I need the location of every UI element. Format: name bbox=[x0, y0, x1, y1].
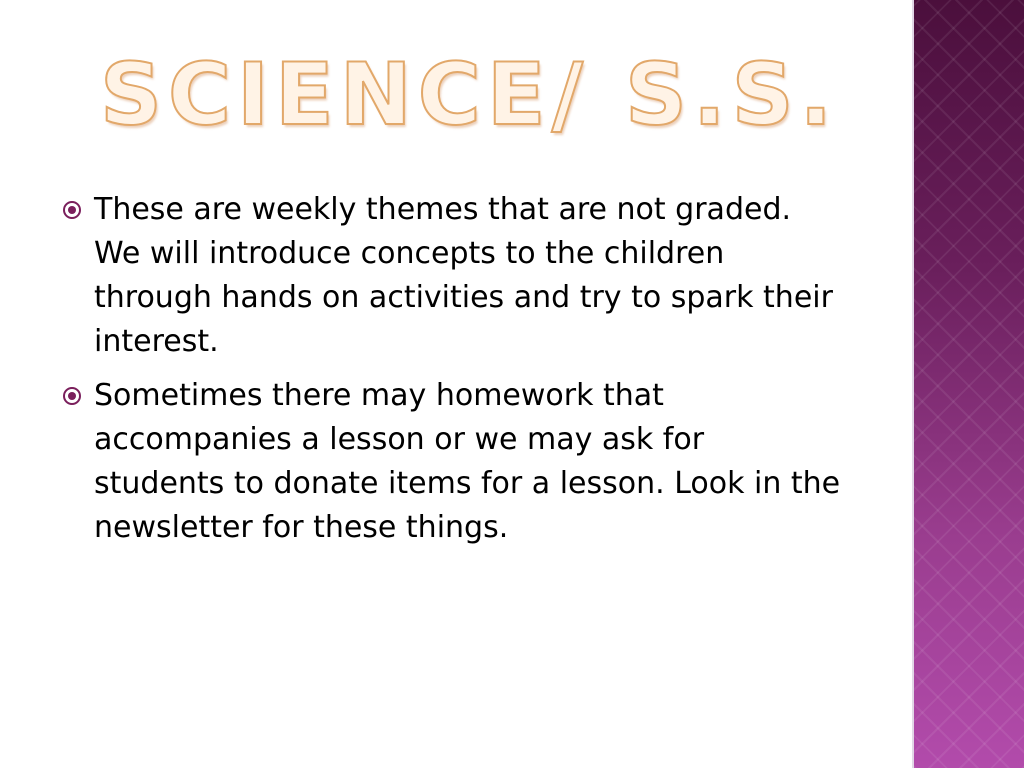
decorative-side-panel bbox=[912, 0, 1024, 768]
slide-title: SCIENCE/ S.S. bbox=[100, 45, 839, 145]
target-bullet-icon bbox=[62, 200, 82, 220]
bullet-text: Sometimes there may homework that accompanies a lesson or we may ask for students to donate items for a lesson. Look in the newsletter for these things. bbox=[94, 378, 841, 545]
bullet-text: These are weekly themes that are not graded. We will introduce concepts to the children through hands on activities and try to spark their interest. bbox=[94, 192, 833, 359]
bullet-item bbox=[62, 188, 842, 364]
target-bullet-icon bbox=[62, 386, 82, 406]
bullet-list bbox=[62, 188, 842, 560]
bullet-item bbox=[62, 374, 842, 550]
